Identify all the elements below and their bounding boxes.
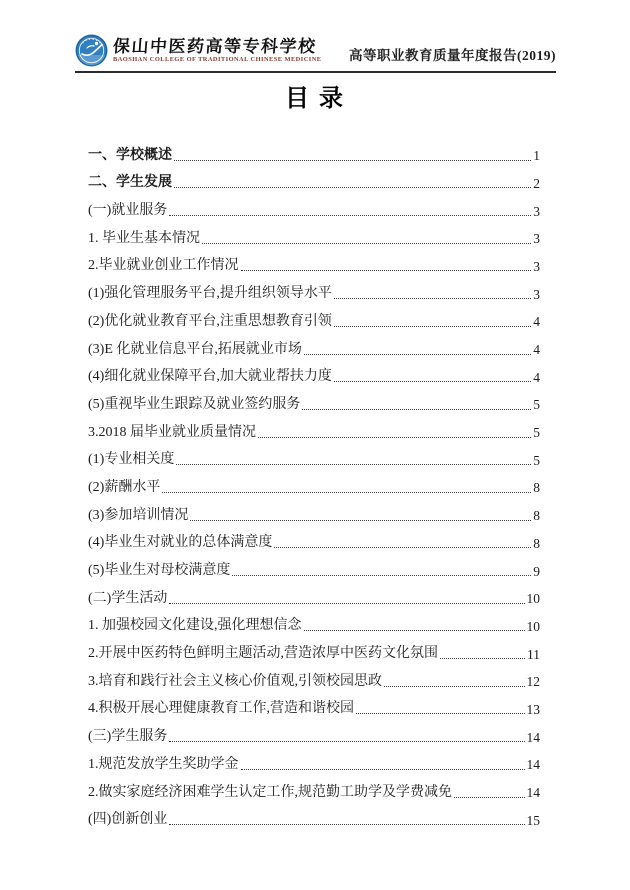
dot-leader: [202, 243, 531, 244]
dot-leader: [232, 575, 531, 576]
toc-entry-page-number: 8: [533, 508, 540, 524]
toc-entry: [88, 749, 540, 777]
dot-leader: [169, 215, 531, 216]
toc-entry-label: (3)参加培训情况: [88, 507, 189, 523]
toc-entry-page-number: 14: [526, 729, 540, 745]
toc-entry: [88, 306, 540, 334]
toc-entry-label: 一、学校概述: [88, 147, 172, 163]
dot-leader: [302, 409, 531, 410]
dot-leader: [304, 630, 525, 631]
toc-entry-page-number: 13: [526, 701, 540, 717]
toc-entry: [88, 777, 540, 805]
toc-entry-label: (一)就业服务: [88, 203, 168, 219]
toc-entry-label: (三)学生服务: [88, 729, 168, 745]
school-name-chinese: 保山中医药高等专科学校: [112, 37, 318, 57]
toc-entry-page-number: 5: [533, 452, 540, 468]
toc-entry: [88, 583, 540, 611]
page-header: [75, 28, 556, 73]
toc-entry-page-number: 4: [533, 369, 540, 385]
toc-entry-label: (2)优化就业教育平台,注重思想教育引领: [88, 313, 332, 329]
toc-entry-label: (4)细化就业保障平台,加大就业帮扶力度: [88, 369, 332, 385]
toc-entry-page-number: 10: [526, 591, 540, 607]
toc-entry-page-number: 3: [533, 203, 540, 219]
toc-entry-page-number: 3: [533, 286, 540, 302]
toc-entry: [88, 472, 540, 500]
toc-entry-label: 2.开展中医药特色鲜明主题活动,营造浓厚中医药文化氛围: [88, 646, 438, 662]
toc-entry: [88, 555, 540, 583]
school-name-block: [113, 38, 321, 63]
toc-entry: [88, 140, 540, 168]
toc-entry-page-number: 12: [526, 674, 540, 690]
toc-entry-label: (1)强化管理服务平台,提升组织领导水平: [88, 286, 332, 302]
dot-leader: [334, 298, 531, 299]
toc-entry-label: 3.2018 届毕业就业质量情况: [88, 424, 256, 440]
toc-entry: [88, 195, 540, 223]
dot-leader: [241, 270, 532, 271]
toc-entry-label: (四)创新创业: [88, 812, 168, 828]
toc-entry-page-number: 14: [526, 757, 540, 773]
dot-leader: [454, 797, 525, 798]
toc-entry: [88, 389, 540, 417]
toc-entry-label: 二、学生发展: [88, 175, 172, 191]
toc-entry-label: (1)专业相关度: [88, 452, 175, 468]
toc-entry-label: 1.规范发放学生奖助学金: [88, 756, 239, 772]
dot-leader: [384, 686, 525, 687]
toc-entry: [88, 278, 540, 306]
dot-leader: [169, 741, 524, 742]
dot-leader: [241, 769, 525, 770]
dot-leader: [334, 326, 531, 327]
toc-entry: [88, 223, 540, 251]
toc-entry-label: (二)学生活动: [88, 590, 168, 606]
toc-entry-label: (4)毕业生对就业的总体满意度: [88, 535, 273, 551]
toc-list: [88, 140, 540, 832]
report-title: 高等职业教育质量年度报告(2019): [349, 48, 556, 63]
dot-leader: [190, 520, 531, 521]
toc-entry: [88, 638, 540, 666]
dot-leader: [174, 160, 531, 161]
toc-entry: [88, 721, 540, 749]
toc-entry-page-number: 4: [533, 314, 540, 330]
dot-leader: [174, 187, 531, 188]
toc-entry: [88, 334, 540, 362]
toc-entry-page-number: 10: [526, 618, 540, 634]
toc-entry: [88, 168, 540, 196]
school-brand: [75, 34, 321, 68]
toc-entry: [88, 805, 540, 833]
toc-entry-page-number: 14: [526, 785, 540, 800]
toc-entry-page-number: 3: [533, 258, 540, 274]
school-name-english: BAOSHAN COLLEGE OF TRADITIONAL CHINESE MEDICINE: [113, 56, 322, 64]
dot-leader: [274, 547, 531, 548]
toc-entry: [88, 611, 540, 639]
toc-entry-page-number: 4: [533, 342, 540, 357]
toc-entry: [88, 500, 540, 528]
dot-leader: [334, 381, 531, 382]
toc-entry-label: 2.毕业就业创业工作情况: [88, 258, 239, 274]
toc-entry-page-number: 9: [533, 563, 540, 579]
dot-leader: [304, 354, 531, 355]
toc-entry-page-number: 3: [533, 231, 540, 247]
toc-entry-page-number: 8: [533, 480, 540, 496]
dot-leader: [356, 713, 525, 714]
toc-entry-label: (2)薪酬水平: [88, 479, 161, 495]
school-emblem-icon: [75, 34, 108, 67]
toc-entry-label: 3.培育和践行社会主义核心价值观,引领校园思政: [88, 673, 382, 689]
toc-entry-label: 2.做实家庭经济困难学生认定工作,规范勤工助学及学费减免: [88, 784, 452, 800]
dot-leader: [162, 492, 531, 493]
toc-entry-page-number: 8: [533, 535, 540, 551]
toc-entry-label: 1. 毕业生基本情况: [88, 230, 200, 246]
toc-entry-page-number: 1: [533, 148, 540, 164]
dot-leader: [176, 464, 531, 465]
toc-entry-label: 1. 加强校园文化建设,强化理想信念: [88, 618, 302, 634]
toc-entry-page-number: 5: [533, 425, 540, 441]
toc-entry: [88, 251, 540, 279]
toc-title: 目 录: [285, 86, 345, 112]
toc-entry-page-number: 5: [533, 397, 540, 413]
toc-entry-page-number: 11: [527, 646, 540, 662]
toc-entry-label: (5)重视毕业生跟踪及就业签约服务: [88, 396, 301, 412]
toc-entry: [88, 445, 540, 473]
toc-entry-label: (5)毕业生对母校满意度: [88, 563, 231, 578]
toc-entry-page-number: 2: [533, 175, 540, 191]
dot-leader: [169, 603, 524, 604]
toc-entry-page-number: 15: [526, 812, 540, 828]
dot-leader: [258, 437, 531, 438]
dot-leader: [169, 824, 524, 825]
toc-entry: [88, 362, 540, 390]
toc-entry: [88, 694, 540, 722]
toc-entry-label: 4.积极开展心理健康教育工作,营造和谐校园: [88, 701, 354, 717]
toc-entry: [88, 417, 540, 445]
dot-leader: [440, 658, 525, 659]
toc-entry: [88, 528, 540, 556]
toc-entry-label: (3)E 化就业信息平台,拓展就业市场: [88, 341, 302, 357]
toc-entry: [88, 666, 540, 694]
